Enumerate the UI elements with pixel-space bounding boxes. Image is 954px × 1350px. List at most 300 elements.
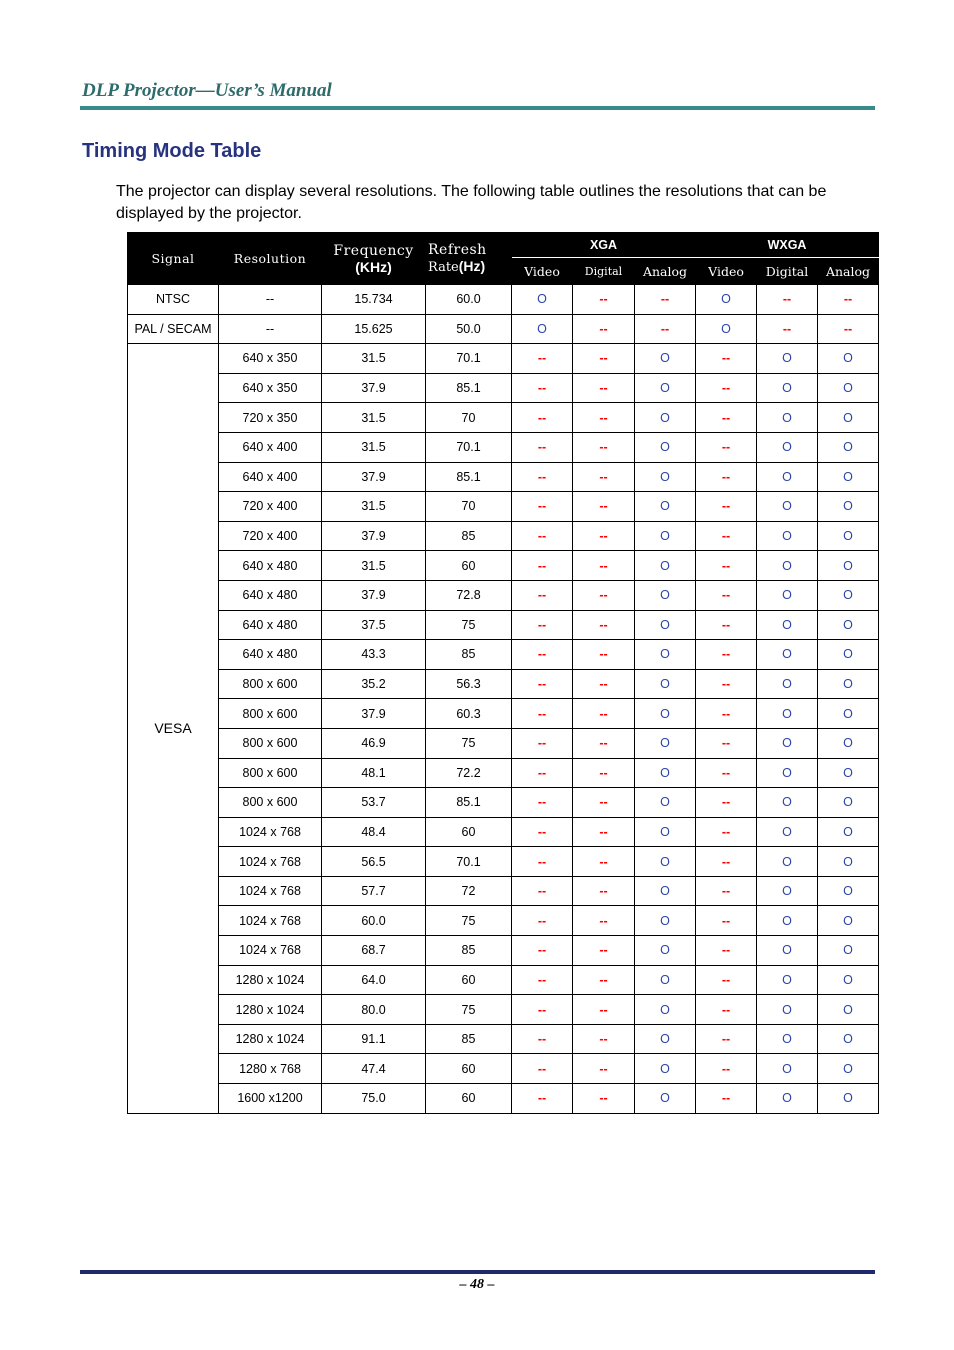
refresh-cell: 60.3 <box>426 699 512 729</box>
support-mark: O <box>818 640 879 670</box>
support-mark: -- <box>512 551 573 581</box>
support-mark: O <box>818 344 879 374</box>
table-row <box>128 669 879 699</box>
header-wxga-digital: Digital <box>757 258 818 285</box>
support-mark: -- <box>512 965 573 995</box>
support-mark: -- <box>696 876 757 906</box>
support-mark: O <box>757 699 818 729</box>
support-mark: -- <box>696 669 757 699</box>
support-mark: -- <box>512 610 573 640</box>
support-mark: -- <box>512 492 573 522</box>
support-mark: -- <box>696 551 757 581</box>
table-row <box>128 817 879 847</box>
support-mark: O <box>757 788 818 818</box>
support-mark: O <box>635 432 696 462</box>
refresh-cell: 85 <box>426 936 512 966</box>
support-mark: -- <box>512 344 573 374</box>
refresh-cell: 75 <box>426 995 512 1025</box>
resolution-cell: 800 x 600 <box>219 669 322 699</box>
frequency-cell: 31.5 <box>322 432 426 462</box>
resolution-cell: 640 x 480 <box>219 610 322 640</box>
support-mark: -- <box>573 521 635 551</box>
support-mark: O <box>757 580 818 610</box>
frequency-cell: 46.9 <box>322 728 426 758</box>
resolution-cell: 1280 x 1024 <box>219 965 322 995</box>
support-mark: O <box>818 906 879 936</box>
support-mark: O <box>635 1084 696 1114</box>
support-mark: O <box>635 610 696 640</box>
support-mark: -- <box>696 1054 757 1084</box>
support-mark: O <box>757 551 818 581</box>
table-row <box>128 1024 879 1054</box>
resolution-cell: 800 x 600 <box>219 728 322 758</box>
support-mark: O <box>818 1054 879 1084</box>
support-mark: -- <box>573 462 635 492</box>
support-mark: O <box>757 610 818 640</box>
support-mark: O <box>635 906 696 936</box>
header-xga: XGA <box>512 233 696 258</box>
support-mark: O <box>818 403 879 433</box>
refresh-cell: 72.2 <box>426 758 512 788</box>
section-title: Timing Mode Table <box>82 140 262 162</box>
resolution-cell: 1600 x1200 <box>219 1084 322 1114</box>
header-frequency-label: Frequency <box>333 242 414 259</box>
support-mark: O <box>757 432 818 462</box>
support-mark: O <box>757 906 818 936</box>
table-row <box>128 699 879 729</box>
refresh-cell: 85.1 <box>426 373 512 403</box>
support-mark: -- <box>696 373 757 403</box>
support-mark: O <box>635 817 696 847</box>
refresh-cell: 85 <box>426 521 512 551</box>
frequency-cell: 15.625 <box>322 314 426 344</box>
support-mark: -- <box>512 432 573 462</box>
resolution-cell: 640 x 350 <box>219 373 322 403</box>
support-mark: O <box>696 314 757 344</box>
support-mark: -- <box>573 847 635 877</box>
support-mark: -- <box>573 1024 635 1054</box>
resolution-cell: 640 x 400 <box>219 462 322 492</box>
frequency-cell: 31.5 <box>322 403 426 433</box>
support-mark: -- <box>512 906 573 936</box>
support-mark: -- <box>573 285 635 315</box>
support-mark: -- <box>573 314 635 344</box>
table-row <box>128 521 879 551</box>
frequency-cell: 37.9 <box>322 699 426 729</box>
table-row <box>128 936 879 966</box>
refresh-cell: 85.1 <box>426 462 512 492</box>
support-mark: O <box>635 788 696 818</box>
resolution-cell: 1280 x 1024 <box>219 995 322 1025</box>
table-row <box>128 580 879 610</box>
support-mark: O <box>635 728 696 758</box>
table-row <box>128 758 879 788</box>
support-mark: -- <box>696 758 757 788</box>
support-mark: O <box>818 1024 879 1054</box>
support-mark: -- <box>512 788 573 818</box>
table-row <box>128 965 879 995</box>
refresh-cell: 70 <box>426 403 512 433</box>
support-mark: O <box>635 462 696 492</box>
support-mark: -- <box>573 344 635 374</box>
support-mark: O <box>818 492 879 522</box>
header-xga-analog: Analog <box>635 258 696 285</box>
support-mark: -- <box>696 965 757 995</box>
frequency-cell: 15.734 <box>322 285 426 315</box>
support-mark: O <box>635 580 696 610</box>
support-mark: O <box>635 995 696 1025</box>
support-mark: O <box>635 1024 696 1054</box>
support-mark: O <box>757 995 818 1025</box>
resolution-cell: 1024 x 768 <box>219 936 322 966</box>
refresh-cell: 85 <box>426 640 512 670</box>
signal-cell: PAL / SECAM <box>128 314 219 344</box>
support-mark: O <box>818 521 879 551</box>
support-mark: O <box>818 610 879 640</box>
frequency-cell: 64.0 <box>322 965 426 995</box>
support-mark: -- <box>696 1084 757 1114</box>
support-mark: -- <box>696 580 757 610</box>
support-mark: O <box>818 817 879 847</box>
support-mark: O <box>757 640 818 670</box>
resolution-cell: 640 x 350 <box>219 344 322 374</box>
support-mark: O <box>635 936 696 966</box>
frequency-cell: 68.7 <box>322 936 426 966</box>
support-mark: O <box>818 995 879 1025</box>
support-mark: -- <box>696 728 757 758</box>
support-mark: -- <box>696 432 757 462</box>
support-mark: -- <box>573 373 635 403</box>
support-mark: O <box>818 669 879 699</box>
support-mark: O <box>635 403 696 433</box>
support-mark: -- <box>696 817 757 847</box>
resolution-cell: 640 x 480 <box>219 640 322 670</box>
support-mark: -- <box>757 285 818 315</box>
support-mark: -- <box>696 462 757 492</box>
timing-mode-table <box>127 232 879 1114</box>
table-row <box>128 551 879 581</box>
frequency-cell: 75.0 <box>322 1084 426 1114</box>
support-mark: -- <box>696 610 757 640</box>
table-body <box>128 285 879 1114</box>
support-mark: -- <box>696 995 757 1025</box>
support-mark: -- <box>512 728 573 758</box>
frequency-cell: 31.5 <box>322 551 426 581</box>
support-mark: -- <box>573 699 635 729</box>
support-mark: -- <box>512 403 573 433</box>
header-frequency <box>322 233 426 285</box>
manual-title: DLP Projector—User’s Manual <box>82 80 332 101</box>
support-mark: O <box>635 344 696 374</box>
support-mark: O <box>818 551 879 581</box>
support-mark: -- <box>573 551 635 581</box>
resolution-cell: 1280 x 1024 <box>219 1024 322 1054</box>
support-mark: O <box>635 847 696 877</box>
table-row <box>128 373 879 403</box>
support-mark: -- <box>573 580 635 610</box>
frequency-cell: 37.9 <box>322 580 426 610</box>
header-resolution: Resolution <box>219 233 322 285</box>
support-mark: -- <box>512 640 573 670</box>
support-mark: O <box>635 699 696 729</box>
frequency-cell: 31.5 <box>322 492 426 522</box>
header-wxga: WXGA <box>696 233 879 258</box>
table-row <box>128 285 879 315</box>
table-row <box>128 344 879 374</box>
support-mark: -- <box>512 847 573 877</box>
refresh-cell: 72 <box>426 876 512 906</box>
refresh-cell: 60 <box>426 965 512 995</box>
support-mark: O <box>818 728 879 758</box>
support-mark: -- <box>573 728 635 758</box>
resolution-cell: 640 x 400 <box>219 432 322 462</box>
table-row <box>128 728 879 758</box>
support-mark: -- <box>696 788 757 818</box>
support-mark: O <box>757 344 818 374</box>
header-refresh-label: Refresh <box>428 242 487 258</box>
frequency-cell: 31.5 <box>322 344 426 374</box>
support-mark: -- <box>573 788 635 818</box>
table-row <box>128 462 879 492</box>
support-mark: -- <box>573 995 635 1025</box>
support-mark: -- <box>512 936 573 966</box>
refresh-cell: 85 <box>426 1024 512 1054</box>
signal-cell: VESA <box>128 344 219 1113</box>
frequency-cell: 91.1 <box>322 1024 426 1054</box>
support-mark: -- <box>573 758 635 788</box>
frequency-cell: 80.0 <box>322 995 426 1025</box>
resolution-cell: 1024 x 768 <box>219 906 322 936</box>
support-mark: O <box>757 965 818 995</box>
resolution-cell: 800 x 600 <box>219 788 322 818</box>
support-mark: -- <box>818 285 879 315</box>
support-mark: -- <box>573 403 635 433</box>
support-mark: -- <box>573 1084 635 1114</box>
resolution-cell: 800 x 600 <box>219 699 322 729</box>
frequency-cell: 48.1 <box>322 758 426 788</box>
table-row <box>128 847 879 877</box>
support-mark: O <box>757 876 818 906</box>
resolution-cell: 1024 x 768 <box>219 847 322 877</box>
support-mark: O <box>818 758 879 788</box>
frequency-cell: 37.9 <box>322 521 426 551</box>
support-mark: -- <box>635 285 696 315</box>
support-mark: -- <box>512 521 573 551</box>
support-mark: O <box>635 551 696 581</box>
refresh-cell: 60 <box>426 551 512 581</box>
resolution-cell: 800 x 600 <box>219 758 322 788</box>
table-row <box>128 876 879 906</box>
support-mark: -- <box>696 344 757 374</box>
support-mark: O <box>818 580 879 610</box>
support-mark: O <box>818 373 879 403</box>
support-mark: -- <box>512 462 573 492</box>
refresh-cell: 75 <box>426 610 512 640</box>
frequency-cell: 56.5 <box>322 847 426 877</box>
support-mark: -- <box>573 906 635 936</box>
support-mark: -- <box>573 876 635 906</box>
support-mark: O <box>757 521 818 551</box>
support-mark: -- <box>512 373 573 403</box>
refresh-cell: 60 <box>426 817 512 847</box>
support-mark: O <box>818 876 879 906</box>
refresh-cell: 56.3 <box>426 669 512 699</box>
support-mark: -- <box>512 669 573 699</box>
support-mark: -- <box>512 1054 573 1084</box>
table-row <box>128 432 879 462</box>
support-mark: O <box>635 373 696 403</box>
refresh-cell: 60.0 <box>426 285 512 315</box>
header-refresh-rate: Rate <box>428 260 459 275</box>
support-mark: -- <box>573 936 635 966</box>
support-mark: -- <box>512 1024 573 1054</box>
table-row <box>128 995 879 1025</box>
support-mark: O <box>512 285 573 315</box>
refresh-cell: 85.1 <box>426 788 512 818</box>
resolution-cell: -- <box>219 285 322 315</box>
table-row <box>128 1054 879 1084</box>
support-mark: O <box>757 1024 818 1054</box>
table-row <box>128 906 879 936</box>
resolution-cell: 720 x 400 <box>219 492 322 522</box>
support-mark: O <box>757 847 818 877</box>
table-row <box>128 640 879 670</box>
table-row <box>128 1084 879 1114</box>
page-number: – 48 – <box>459 1277 495 1292</box>
support-mark: O <box>818 462 879 492</box>
table-row <box>128 403 879 433</box>
support-mark: O <box>635 1054 696 1084</box>
intro-paragraph: The projector can display several resolutions. The following table outlines the resolutions that can be displayed by the projector. <box>116 183 827 222</box>
frequency-cell: 48.4 <box>322 817 426 847</box>
support-mark: -- <box>512 876 573 906</box>
support-mark: O <box>757 728 818 758</box>
support-mark: -- <box>696 936 757 966</box>
frequency-cell: 43.3 <box>322 640 426 670</box>
table-row <box>128 610 879 640</box>
support-mark: O <box>757 817 818 847</box>
resolution-cell: -- <box>219 314 322 344</box>
support-mark: -- <box>573 492 635 522</box>
support-mark: O <box>635 758 696 788</box>
frequency-cell: 60.0 <box>322 906 426 936</box>
support-mark: -- <box>512 580 573 610</box>
refresh-cell: 60 <box>426 1084 512 1114</box>
support-mark: O <box>635 669 696 699</box>
support-mark: -- <box>573 432 635 462</box>
refresh-cell: 70.1 <box>426 432 512 462</box>
support-mark: O <box>635 492 696 522</box>
support-mark: O <box>635 876 696 906</box>
support-mark: -- <box>512 758 573 788</box>
header-signal: Signal <box>128 233 219 285</box>
support-mark: -- <box>696 1024 757 1054</box>
header-wxga-analog: Analog <box>818 258 879 285</box>
support-mark: O <box>635 521 696 551</box>
support-mark: O <box>757 1084 818 1114</box>
support-mark: -- <box>573 817 635 847</box>
resolution-cell: 1024 x 768 <box>219 817 322 847</box>
support-mark: O <box>757 669 818 699</box>
support-mark: O <box>696 285 757 315</box>
support-mark: -- <box>757 314 818 344</box>
support-mark: -- <box>573 610 635 640</box>
support-mark: O <box>757 1054 818 1084</box>
header-divider <box>80 106 875 110</box>
support-mark: -- <box>696 521 757 551</box>
support-mark: -- <box>512 1084 573 1114</box>
support-mark: -- <box>512 817 573 847</box>
resolution-cell: 1024 x 768 <box>219 876 322 906</box>
support-mark: O <box>818 965 879 995</box>
support-mark: O <box>818 936 879 966</box>
support-mark: O <box>757 758 818 788</box>
support-mark: -- <box>635 314 696 344</box>
support-mark: -- <box>573 640 635 670</box>
support-mark: O <box>757 373 818 403</box>
table-row <box>128 788 879 818</box>
resolution-cell: 640 x 480 <box>219 551 322 581</box>
footer-divider <box>80 1270 875 1274</box>
support-mark: O <box>757 936 818 966</box>
support-mark: O <box>757 492 818 522</box>
support-mark: O <box>757 403 818 433</box>
support-mark: O <box>512 314 573 344</box>
frequency-cell: 53.7 <box>322 788 426 818</box>
support-mark: -- <box>512 995 573 1025</box>
support-mark: O <box>818 699 879 729</box>
support-mark: -- <box>573 669 635 699</box>
resolution-cell: 640 x 480 <box>219 580 322 610</box>
header-wxga-video: Video <box>696 258 757 285</box>
support-mark: O <box>818 788 879 818</box>
support-mark: -- <box>696 699 757 729</box>
refresh-cell: 72.8 <box>426 580 512 610</box>
refresh-cell: 75 <box>426 906 512 936</box>
support-mark: -- <box>696 640 757 670</box>
refresh-cell: 70.1 <box>426 847 512 877</box>
resolution-cell: 720 x 400 <box>219 521 322 551</box>
refresh-cell: 70 <box>426 492 512 522</box>
support-mark: O <box>635 965 696 995</box>
support-mark: -- <box>573 965 635 995</box>
frequency-cell: 57.7 <box>322 876 426 906</box>
support-mark: -- <box>696 403 757 433</box>
refresh-cell: 70.1 <box>426 344 512 374</box>
header-xga-video: Video <box>512 258 573 285</box>
support-mark: O <box>818 1084 879 1114</box>
resolution-cell: 720 x 350 <box>219 403 322 433</box>
support-mark: O <box>818 432 879 462</box>
header-xga-digital: Digital <box>573 258 635 285</box>
frequency-cell: 47.4 <box>322 1054 426 1084</box>
frequency-cell: 35.2 <box>322 669 426 699</box>
header-refresh <box>426 233 512 285</box>
support-mark: -- <box>818 314 879 344</box>
support-mark: O <box>757 462 818 492</box>
support-mark: -- <box>573 1054 635 1084</box>
frequency-cell: 37.9 <box>322 373 426 403</box>
frequency-cell: 37.5 <box>322 610 426 640</box>
support-mark: O <box>635 640 696 670</box>
refresh-cell: 60 <box>426 1054 512 1084</box>
frequency-cell: 37.9 <box>322 462 426 492</box>
support-mark: O <box>818 847 879 877</box>
header-refresh-unit: (Hz) <box>458 258 486 274</box>
support-mark: -- <box>696 847 757 877</box>
refresh-cell: 50.0 <box>426 314 512 344</box>
support-mark: -- <box>512 699 573 729</box>
